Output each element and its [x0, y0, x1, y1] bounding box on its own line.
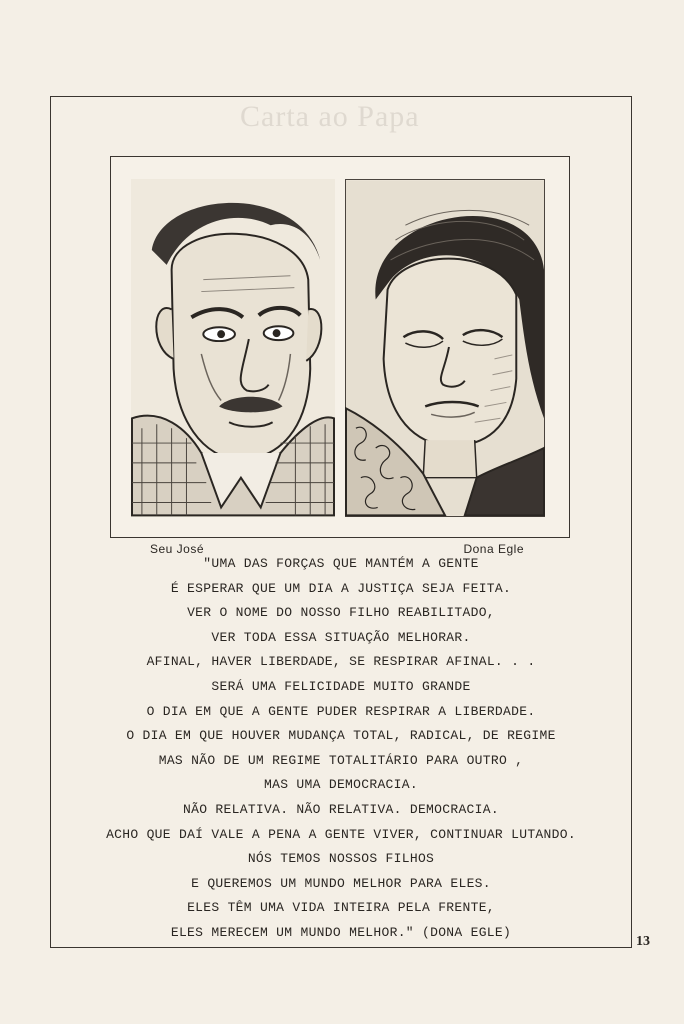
quote-line: VER O NOME DO NOSSO FILHO REABILITADO,	[187, 605, 495, 621]
quote-line: MAS NÃO DE UM REGIME TOTALITÁRIO PARA OUTRO ,	[158, 752, 524, 768]
quote-line: NÓS TEMOS NOSSOS FILHOS	[247, 851, 435, 867]
quote-line: ELES TÊM UMA VIDA INTEIRA PELA FRENTE,	[187, 900, 495, 916]
quote-line: SERÁ UMA FELICIDADE MUITO GRANDE	[211, 678, 471, 694]
portrait-dona-egle	[345, 179, 545, 556]
quote-line: ELES MERECEM UM MUNDO MELHOR." (DONA EGLE)	[170, 924, 512, 940]
quote-line: É ESPERAR QUE UM DIA A JUSTIÇA SEJA FEITA.	[170, 580, 512, 596]
quote-line: MAS UMA DEMOCRACIA.	[264, 777, 418, 793]
caption-seu-jose: Seu José	[150, 542, 205, 556]
quote-line: O DIA EM QUE HOUVER MUDANÇA TOTAL, RADICAL, DE REGIME	[126, 728, 556, 744]
quote-line: O DIA EM QUE A GENTE PUDER RESPIRAR A LIBERDADE.	[146, 703, 536, 719]
quote-line: E QUEREMOS UM MUNDO MELHOR PARA ELES.	[191, 875, 491, 891]
quote-line: VER TODA ESSA SITUAÇÃO MELHORAR.	[211, 629, 471, 645]
portraits-frame	[110, 156, 570, 556]
woman-portrait-illustration	[346, 180, 544, 516]
quote-line: AFINAL, HAVER LIBERDADE, SE RESPIRAR AFINAL. . .	[146, 654, 536, 670]
quote-block	[56, 552, 626, 946]
portrait-seu-jose	[131, 179, 335, 556]
man-portrait-illustration	[132, 180, 334, 516]
quote-line: ACHO QUE DAÍ VALE A PENA A GENTE VIVER, CONTINUAR LUTANDO.	[106, 826, 576, 842]
page-number: 13	[636, 934, 650, 949]
caption-dona-egle: Dona Egle	[463, 542, 524, 556]
quote-line: NÃO RELATIVA. NÃO RELATIVA. DEMOCRACIA.	[183, 801, 499, 817]
bleed-through-title: Carta ao Papa	[240, 100, 420, 133]
quote-line: "UMA DAS FORÇAS QUE MANTÉM A GENTE	[203, 556, 479, 571]
